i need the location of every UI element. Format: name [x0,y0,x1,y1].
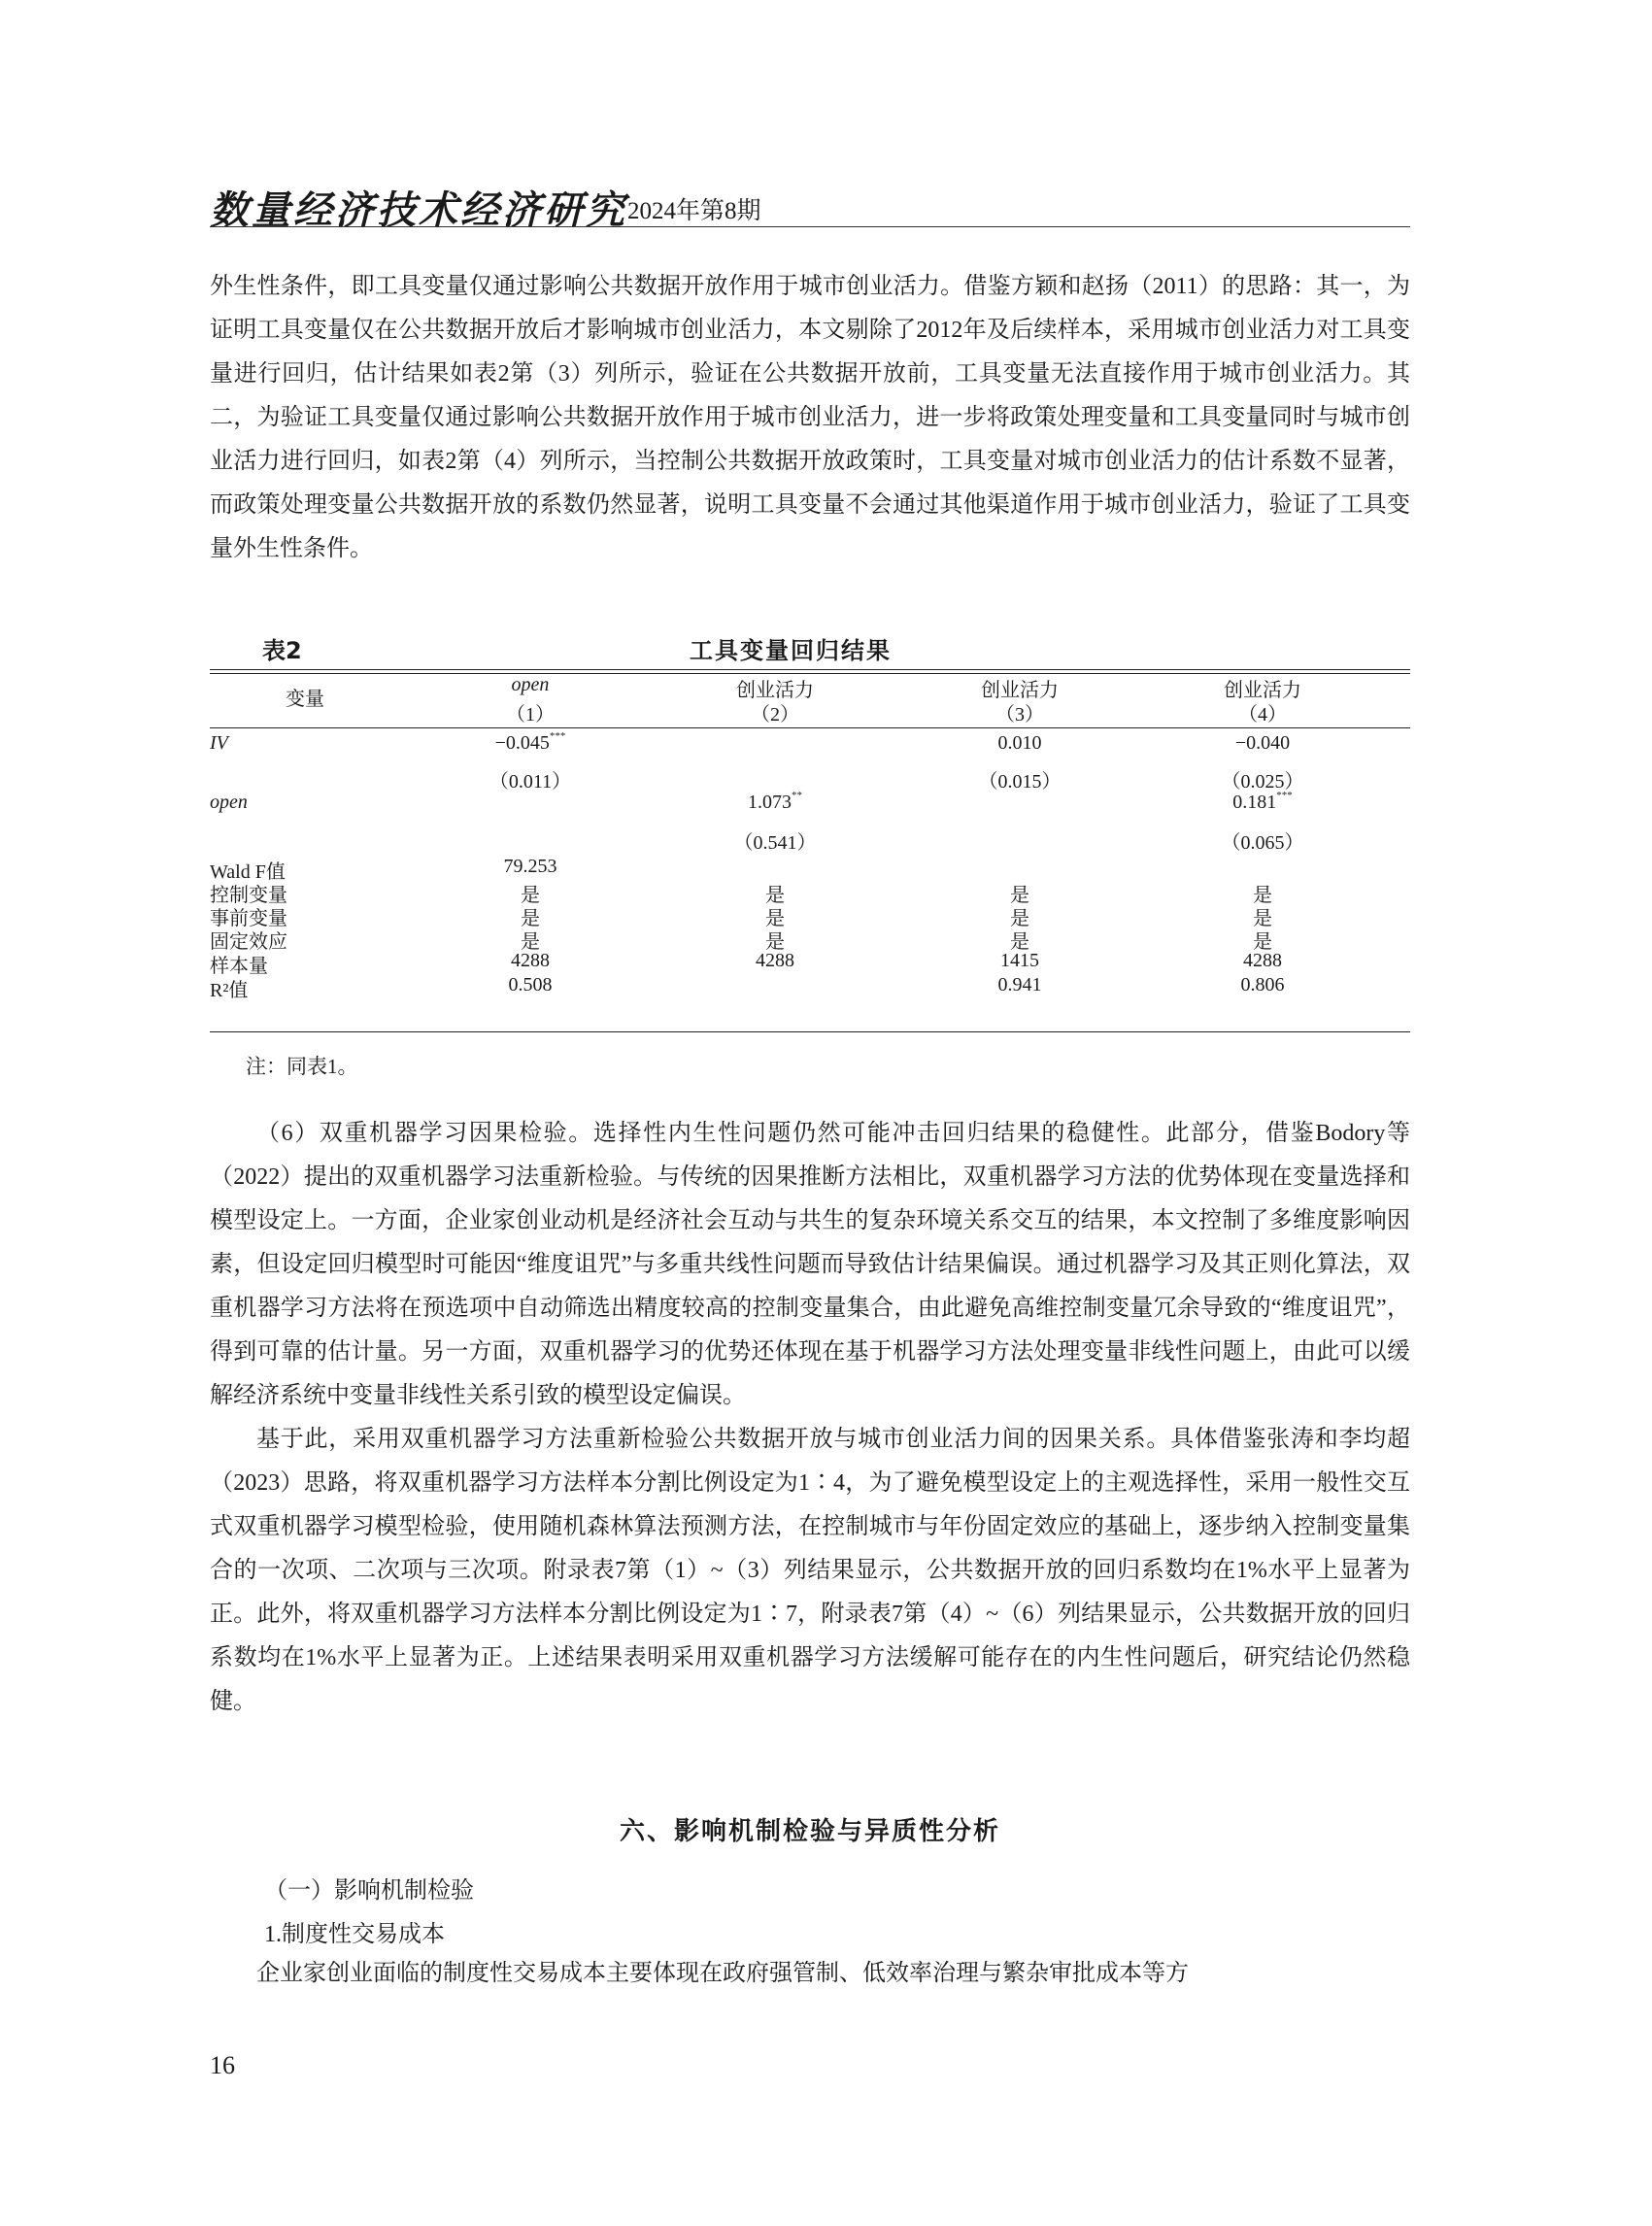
row-control-label: 控制变量 [210,885,287,906]
intro-text: 外生性条件，即工具变量仅通过影响公共数据开放作用于城市创业活力。借鉴方颖和赵扬（2011）的思路：其一，为证明工具变量仅在公共数据开放后才影响城市创业活力，本文剔除了2012年及后续样本，采用城市创业活力对工具变量进行回归，估计结果如表2第（3）列所示，验证在公共数据开放前，工具变量无法直接作用于城市创业活力。其二，为验证工具变量仅通过影响公共数据开放作用于城市创业活力，进一步将政策处理变量和工具变量同时与城市创业活力进行回归，如表2第（4）列所示，当控制公共数据开放政策时，工具变量对城市创业活力的估计系数不显著，而政策处理变量公共数据开放的系数仍然显著，说明工具变量不会通过其他渠道作用于城市创业活力，验证了工具变量外生性条件。 [210,274,1410,561]
row-waldf-label: Wald F值 [210,861,286,883]
col4-name: 创业活力 [1224,678,1301,701]
subsection-heading: （一）影响机制检验 [264,1878,474,1904]
row-r2-label: R²值 [210,980,249,1001]
fixed-4: 是 [1253,931,1272,953]
intro-paragraph [210,265,1410,571]
control-1: 是 [521,885,540,906]
open-coef-4: 0.181*** [1232,790,1293,813]
pre-4: 是 [1253,908,1272,929]
col2-name: 创业活力 [736,678,814,701]
pre-1: 是 [521,908,540,929]
page-number: 16 [210,2051,235,2079]
iv-coef-4: −0.040 [1234,732,1291,754]
dml-section [210,1112,1410,1724]
pre-3: 是 [1010,908,1029,929]
journal-title: 数量经济技术经济研究 [210,187,627,233]
header-rule [210,226,1410,227]
row-fixed-label: 固定效应 [210,931,287,953]
table-note: 注：同表1。 [246,1055,358,1078]
r2-4: 0.806 [1240,974,1285,995]
table-label: 表2 [262,637,302,664]
iv-coef-1: −0.045*** [494,730,566,754]
n-1: 4288 [511,950,550,971]
subsubsection-heading: 1.制度性交易成本 [264,1922,445,1947]
control-3: 是 [1010,885,1029,906]
iv-se-1: （0.011） [489,771,572,793]
table-bottom-rule [210,1031,1410,1032]
control-4: 是 [1253,885,1272,906]
row-iv-label: IV [210,732,228,754]
r2-1: 0.508 [508,974,553,995]
col1-name: open [511,674,550,695]
table-top-rule [210,669,1410,670]
last-paragraph [210,1952,1410,1996]
iv-coef-3: 0.010 [997,732,1042,754]
issue-label: 2024年第8期 [627,198,761,224]
running-header [210,178,1410,233]
control-2: 是 [765,885,785,906]
pre-2: 是 [765,908,785,929]
row-open-label: open [210,792,248,813]
waldf-1: 79.253 [503,856,557,877]
open-se-2: （0.541） [733,832,817,854]
iv-se-4: （0.025） [1221,771,1304,793]
col4-num: （4） [1238,704,1287,725]
var-header: 变量 [286,687,324,710]
dml-paragraph-2: 基于此，采用双重机器学习方法重新检验公共数据开放与城市创业活力间的因果关系。具体借鉴张涛和李均超（2023）思路，将双重机器学习方法样本分割比例设定为1∶4，为了避免模型设定上的主观选择性，采用一般性交互式双重机器学习模型检验，使用随机森林算法预测方法，在控制城市与年份固定效应的基础上，逐步纳入控制变量集合的一次项、二次项与三次项。附录表7第（1）~（3）列结果显示，公共数据开放的回归系数均在1%水平上显著为正。此外，将双重机器学习方法样本分割比例设定为1∶7，附录表7第（4）~（6）列结果显示，公共数据开放的回归系数均在1%水平上显著为正。上述结果表明采用双重机器学习方法缓解可能存在的内生性问题后，研究结论仍然稳健。 [210,1427,1410,1714]
n-2: 4288 [756,950,794,971]
fixed-1: 是 [521,931,540,953]
table-header-rule [210,727,1410,728]
n-4: 4288 [1243,950,1282,971]
fixed-2: 是 [765,931,785,953]
table-caption [262,631,1410,664]
col2-num: （2） [751,704,799,725]
col1-num: （1） [506,704,555,725]
row-pre-label: 事前变量 [210,908,287,929]
n-3: 1415 [1000,950,1039,971]
open-se-4: （0.065） [1221,832,1304,854]
open-coef-2: 1.073** [748,790,802,813]
dml-paragraph-1: （6）双重机器学习因果检验。选择性内生性问题仍然可能冲击回归结果的稳健性。此部分，借鉴Bodory等（2022）提出的双重机器学习法重新检验。与传统的因果推断方法相比，双重机器学习方法的优势体现在变量选择和模型设定上。一方面，企业家创业动机是经济社会互动与共生的复杂环境关系交互的结果，本文控制了多维度影响因素，但设定回归模型时可能因“维度诅咒”与多重共线性问题而导致估计结果偏误。通过机器学习及其正则化算法，双重机器学习方法将在预选项中自动筛选出精度较高的控制变量集合，由此避免高维控制变量冗余导致的“维度诅咒”，得到可靠的估计量。另一方面，双重机器学习的优势还体现在基于机器学习方法处理变量非线性问题上，由此可以缓解经济系统中变量非线性关系引致的模型设定偏误。 [210,1121,1410,1408]
iv-se-3: （0.015） [978,771,1062,793]
fixed-3: 是 [1010,931,1029,953]
row-n-label: 样本量 [210,956,268,977]
col3-name: 创业活力 [981,678,1059,701]
col3-num: （3） [995,704,1044,725]
table-title: 工具变量回归结果 [690,637,892,664]
section-title: 六、影响机制检验与异质性分析 [619,1817,1000,1846]
last-paragraph-text: 企业家创业面临的制度性交易成本主要体现在政府强管制、低效率治理与繁杂审批成本等方 [256,1961,1189,1986]
r2-3: 0.941 [997,974,1042,995]
